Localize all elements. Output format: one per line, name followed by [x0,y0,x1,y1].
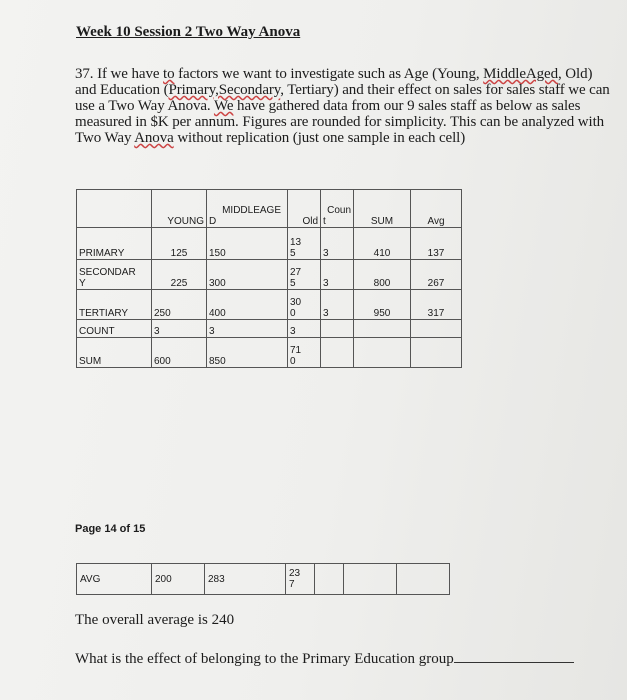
header-count-line1: Coun [327,205,351,216]
avg-cell [344,564,397,595]
cell-line: 0 [290,308,296,319]
table-cell: 317 [411,290,462,320]
header-old: Old [288,190,321,228]
spellcheck-word: We [213,98,234,114]
table-cell: 600 [152,338,207,368]
table-cell: 250 [152,290,207,320]
table-cell [354,338,411,368]
cell-line: 30 [290,297,302,308]
row-label: COUNT [77,320,152,338]
spellcheck-word: Anova [134,130,174,146]
table-cell: 125 [152,228,207,260]
cell-line: 23 [289,568,301,579]
cell-line: 5 [290,248,296,259]
question-line [75,650,574,668]
cell-line: 27 [290,267,302,278]
table-cell: 3 [288,320,321,338]
cell-line: 13 [290,237,302,248]
spellcheck-word: to [163,66,175,82]
cell-line: 7 [289,579,295,590]
table-cell-old [288,338,321,368]
header-middleaged-line2: D [209,216,217,227]
table-cell: 3 [321,290,354,320]
table-cell: 800 [354,260,411,290]
header-empty-cell [77,190,152,228]
table-cell [321,320,354,338]
spellcheck-word: MiddleAged [483,66,558,82]
table-cell [411,320,462,338]
table-cell: 3 [321,228,354,260]
table-cell-old [288,290,321,320]
cell-line: 71 [290,345,302,356]
spellcheck-word: Primary,Secondary [168,82,281,98]
avg-cell: 200 [152,564,205,595]
table-cell-old [288,228,321,260]
header-young: YOUNG [152,190,207,228]
header-count-line2: t [323,216,326,227]
row-label: SUM [77,338,152,368]
avg-cell [397,564,450,595]
table-cell: 400 [207,290,288,320]
table-cell: 150 [207,228,288,260]
table-row [77,338,462,368]
question-paragraph [75,66,610,146]
question-text: factors we want to investigate such as Age (Young, [174,66,484,82]
table-cell: 300 [207,260,288,290]
avg-row [77,564,450,595]
question-text: What is the effect of belonging to the Primary Education group [75,651,454,667]
table-row [77,320,462,338]
overall-average-text: The overall average is 240 [75,612,235,628]
row-label [77,260,152,290]
table-header-row [77,190,462,228]
page-title: Week 10 Session 2 Two Way Anova [76,24,301,40]
table-cell: 267 [411,260,462,290]
row-label-line2: Y [79,278,86,289]
table-cell [321,338,354,368]
avg-cell [315,564,344,595]
table-cell [354,320,411,338]
question-text: , Old) and Education ( [75,66,593,98]
question-text: have gathered data from our 9 sales staff as below as sales measured in $K per annum. Figures are rounded for simplicity. This can be analyzed with Two Way [75,98,605,146]
header-middleaged [207,190,288,228]
header-count [321,190,354,228]
header-avg: Avg [411,190,462,228]
table-cell: 950 [354,290,411,320]
avg-table [76,563,450,595]
row-label-line1: SECONDAR [79,267,136,278]
table-cell: 3 [321,260,354,290]
cell-line: 5 [290,278,296,289]
page-number: Page 14 of 15 [75,523,146,535]
avg-label: AVG [77,564,152,595]
question-text: , Tertiary) and their effect on sales for sales staff we can use a Two Way Anova. [75,82,610,114]
cell-line: 0 [290,356,296,367]
table-cell: 410 [354,228,411,260]
table-row [77,228,462,260]
table-cell: 850 [207,338,288,368]
row-label: TERTIARY [77,290,152,320]
avg-cell: 283 [205,564,286,595]
table-cell: 225 [152,260,207,290]
table-cell-old [288,260,321,290]
avg-cell-old [286,564,315,595]
table-cell: 3 [207,320,288,338]
header-sum: SUM [354,190,411,228]
table-row [77,290,462,320]
table-row [77,260,462,290]
table-cell: 137 [411,228,462,260]
anova-data-table [76,189,462,368]
row-label: PRIMARY [77,228,152,260]
table-cell [411,338,462,368]
table-cell: 3 [152,320,207,338]
question-text: 37. If we have [75,66,164,82]
question-text: without replication (just one sample in each cell) [173,130,466,146]
answer-blank[interactable] [454,650,574,663]
header-middleaged-line1: MIDDLEAGE [222,205,281,216]
